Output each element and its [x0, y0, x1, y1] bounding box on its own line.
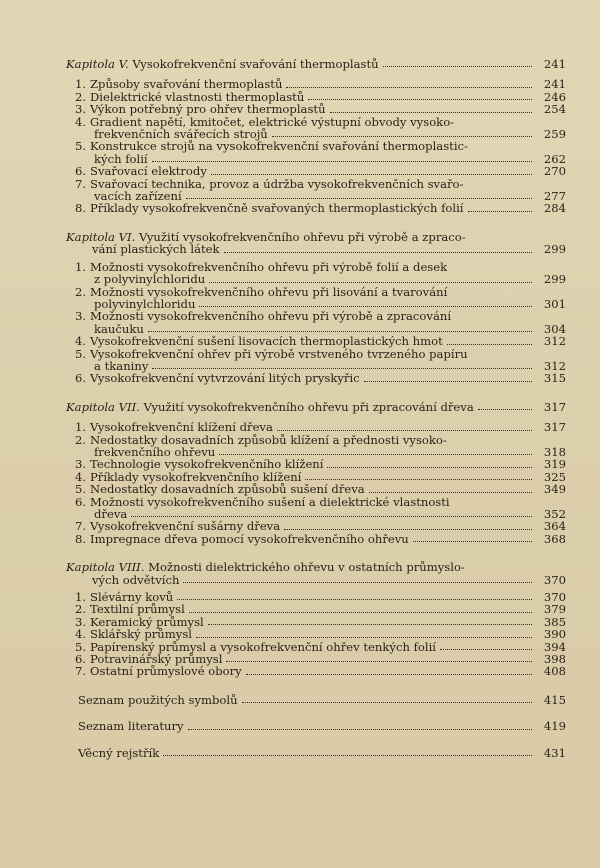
toc-entry: [66, 335, 566, 347]
page-number: 304: [543, 321, 566, 336]
entry-text: Nedostatky dosavadních způsobů klížení a přednosti vysoko-: [90, 432, 447, 447]
dot-leader: [383, 65, 532, 67]
dot-leader: [364, 380, 532, 382]
entry-body: [90, 310, 566, 335]
entry-text: Technologie vysokofrekvenčního klížení: [90, 457, 324, 472]
entry-text: Vysokofrekvenční ohřev při výrobě vrstveného tvrzeného papíru: [90, 346, 468, 361]
dot-leader: [413, 540, 532, 542]
entry-number: 2.: [74, 284, 86, 299]
toc-entry: [66, 348, 566, 373]
entry-text: Keramický průmysl: [90, 614, 204, 629]
entry-number: 6.: [74, 494, 86, 509]
dot-leader: [226, 660, 532, 662]
entry-line: [90, 628, 566, 640]
entry-body: [90, 202, 566, 214]
entry-number: 4.: [74, 469, 86, 484]
entry-body: [90, 116, 566, 141]
chapter-heading-line: [66, 574, 566, 586]
entry-line: [90, 310, 566, 322]
entry-number: 1.: [74, 259, 86, 274]
toc-entry: [66, 103, 566, 115]
page-number: 317: [543, 399, 566, 414]
page-number: 319: [543, 457, 566, 472]
entry-number: 5.: [74, 482, 86, 497]
end-entry: [66, 747, 566, 759]
page-number: 349: [543, 482, 566, 497]
end-entry-text: Seznam použitých symbolů: [78, 692, 238, 707]
dot-leader: [440, 648, 532, 650]
entry-text: Příklady vysokofrekvenčního klížení: [90, 469, 302, 484]
dot-leader: [242, 701, 532, 703]
entry-body: [90, 458, 566, 470]
page-number: 315: [543, 371, 566, 386]
chapter-block: [66, 58, 566, 215]
spacer: [66, 385, 566, 401]
entry-number: 2.: [74, 602, 86, 617]
dot-leader: [188, 728, 532, 730]
entry-text: Impregnace dřeva pomocí vysokofrekvenčního ohřevu: [90, 531, 409, 546]
dot-leader: [189, 611, 532, 613]
dot-leader: [209, 281, 532, 283]
page-number: 368: [543, 531, 566, 546]
toc-entry: [66, 533, 566, 545]
entry-line: [90, 202, 566, 214]
dot-leader: [199, 305, 532, 307]
entry-body: [90, 335, 566, 347]
entry-text: Konstrukce strojů na vysokofrekvenční svařování thermoplastic-: [90, 139, 468, 154]
toc-entry: [66, 520, 566, 532]
chapter-heading-line: [66, 58, 566, 70]
chapter-block: [66, 401, 566, 545]
toc-entry: [66, 116, 566, 141]
entry-line: [90, 348, 566, 360]
entry-body: [90, 603, 566, 615]
entry-text: kých folií: [94, 151, 148, 166]
page-number: 270: [543, 164, 566, 179]
spacer: [66, 733, 566, 747]
entry-text: kaučuku: [94, 321, 144, 336]
entry-line: [90, 483, 566, 495]
entry-number: 3.: [74, 614, 86, 629]
entry-text: Způsoby svařování thermoplastů: [90, 77, 283, 92]
entry-text: Papírenský průmysl a vysokofrekvenční ohřev tenkých folií: [90, 639, 436, 654]
entry-line: [90, 140, 566, 152]
entry-text: Svařovací technika, provoz a údržba vysokofrekvenčních svařo-: [90, 176, 464, 191]
entry-number: 8.: [74, 531, 86, 546]
entry-text: Potravinářský průmysl: [90, 652, 223, 667]
dot-leader: [330, 111, 532, 113]
toc-entry: [66, 286, 566, 311]
entry-number: 5.: [74, 346, 86, 361]
page-number: 241: [543, 57, 566, 71]
page-number: 370: [543, 590, 566, 605]
dot-leader: [478, 408, 532, 410]
entry-body: [90, 434, 566, 459]
entry-body: [90, 140, 566, 165]
entry-body: [90, 78, 566, 90]
dot-leader: [305, 478, 532, 480]
entry-text: Sklářský průmysl: [90, 627, 192, 642]
dot-leader: [468, 210, 532, 212]
entry-line: [90, 665, 566, 677]
entry-text: Možnosti vysokofrekvenčního ohřevu při lisování a tvarování: [90, 284, 448, 299]
entry-number: 8.: [74, 201, 86, 216]
dot-leader: [131, 515, 532, 517]
page-number: 379: [543, 602, 566, 617]
entry-line: [90, 273, 566, 285]
dot-leader: [208, 623, 532, 625]
page-number: 262: [543, 151, 566, 166]
toc-entry: [66, 483, 566, 495]
entry-number: 5.: [74, 139, 86, 154]
page-number: 419: [543, 719, 566, 734]
table-of-contents: [66, 58, 566, 759]
entry-body: [90, 165, 566, 177]
entry-text: z polyvinylchloridu: [94, 272, 206, 287]
spacer: [66, 215, 566, 231]
toc-entry: [66, 372, 566, 384]
entry-number: 3.: [74, 309, 86, 324]
entry-text: Slévárny kovů: [90, 590, 174, 605]
entry-text: Možnosti vysokofrekvenčního ohřevu při výrobě a zpracování: [90, 309, 452, 324]
entry-line: [90, 335, 566, 347]
toc-entry: [66, 178, 566, 203]
chapter-label: Kapitola VII.: [66, 399, 140, 414]
page-number: 352: [543, 507, 566, 521]
chapter-label: Kapitola VI.: [66, 229, 136, 244]
chapter-block: [66, 561, 566, 678]
entry-line: [90, 372, 566, 384]
spacer: [66, 706, 566, 720]
entry-text: Příklady vysokofrekvenčně svařovaných thermoplastických folií: [90, 201, 464, 216]
toc-entry: [66, 261, 566, 286]
dot-leader: [308, 98, 532, 100]
toc-entry: [66, 628, 566, 640]
dot-leader: [224, 251, 532, 253]
page-number: 254: [543, 102, 566, 117]
entry-body: [90, 483, 566, 495]
entry-number: 1.: [74, 590, 86, 605]
toc-entry: [66, 603, 566, 615]
chapter-heading-line: [66, 401, 566, 413]
toc-entry: [66, 496, 566, 521]
entry-number: 1.: [74, 420, 86, 435]
entry-number: 6.: [74, 371, 86, 386]
dot-leader: [284, 528, 532, 530]
dot-leader: [186, 197, 532, 199]
entry-body: [90, 421, 566, 433]
dot-leader: [327, 466, 532, 468]
entry-body: [90, 628, 566, 640]
entry-number: 1.: [74, 77, 86, 92]
chapter-heading-text: Kapitola VIII. Možnosti dielektrického ohřevu v ostatních průmyslo-: [66, 560, 465, 575]
entry-text: Gradient napětí, kmitočet, elektrické výstupní obvody vysoko-: [90, 114, 455, 129]
entry-text: a tkaniny: [94, 358, 149, 373]
dot-leader: [369, 491, 532, 493]
toc-entry: [66, 421, 566, 433]
entry-line: [90, 421, 566, 433]
dot-leader: [277, 429, 532, 431]
page-number: 301: [543, 296, 566, 311]
dot-leader: [272, 135, 532, 137]
dot-leader: [246, 673, 532, 675]
entry-text: Vysokofrekvenční sušení lisovacích thermoplastických hmot: [90, 334, 443, 349]
entry-body: [90, 286, 566, 311]
entry-body: [90, 261, 566, 286]
entry-text: Nedostatky dosavadních způsobů sušení dřeva: [90, 482, 365, 497]
spacer: [66, 678, 566, 694]
entry-number: 3.: [74, 457, 86, 472]
end-entry-text: Seznam literatury: [78, 719, 184, 734]
entry-body: [90, 178, 566, 203]
entry-body: [90, 496, 566, 521]
toc-entry: [66, 202, 566, 214]
end-entry: [66, 694, 566, 706]
chapter-heading-line: [66, 561, 566, 573]
entry-line: [90, 533, 566, 545]
chapter-heading-text: Kapitola V. Vysokofrekvenční svařování thermoplastů: [66, 57, 379, 71]
entry-number: 2.: [74, 89, 86, 104]
entry-number: 6.: [74, 164, 86, 179]
chapter-label: Kapitola V.: [66, 57, 129, 71]
toc-entry: [66, 78, 566, 90]
dot-leader: [196, 636, 532, 638]
page-number: 415: [543, 692, 566, 707]
entry-text: Výkon potřebný pro ohřev thermoplastů: [90, 102, 326, 117]
toc-entry: [66, 665, 566, 677]
page-number: 317: [543, 420, 566, 435]
entry-text: polyvinylchloridu: [94, 296, 196, 311]
chapter-heading-line: [66, 243, 566, 255]
end-entry: [66, 720, 566, 732]
page-number: 385: [543, 614, 566, 629]
entry-text: Vysokofrekvenční sušárny dřeva: [90, 519, 281, 534]
page-number: 364: [543, 519, 566, 534]
entry-text: Možnosti vysokofrekvenčního ohřevu při výrobě folií a desek: [90, 259, 448, 274]
entry-text: Ostatní průmyslové obory: [90, 664, 242, 679]
chapter-block: [66, 231, 566, 385]
entry-number: 4.: [74, 627, 86, 642]
page-number: 312: [543, 334, 566, 349]
dot-leader: [219, 453, 532, 455]
page-number: 277: [543, 189, 566, 204]
dot-leader: [152, 160, 532, 162]
entry-text: frekvenčního ohřevu: [94, 444, 216, 459]
entry-text: frekvenčních svářecích strojů: [94, 127, 268, 142]
entry-line: [90, 165, 566, 177]
page-number: 318: [543, 444, 566, 459]
entry-text: Vysokofrekvenční klížení dřeva: [90, 420, 273, 435]
toc-entry: [66, 458, 566, 470]
entry-number: 7.: [74, 176, 86, 191]
entry-line: [90, 496, 566, 508]
chapter-heading-text: Kapitola VII. Využití vysokofrekvenčního ohřevu při zpracování dřeva: [66, 399, 474, 414]
toc-entry: [66, 434, 566, 459]
entry-line: [90, 458, 566, 470]
entry-number: 4.: [74, 114, 86, 129]
dot-leader: [211, 173, 532, 175]
entry-text: Vysokofrekvenční vytvrzování litých pryskyřic: [90, 371, 360, 386]
entry-body: [90, 372, 566, 384]
entry-line: [90, 103, 566, 115]
entry-text: vacích zařízení: [94, 189, 182, 204]
entry-text: Svařovací elektrody: [90, 164, 207, 179]
spacer: [66, 545, 566, 561]
page-number: 398: [543, 652, 566, 667]
entry-number: 6.: [74, 652, 86, 667]
entry-line: [90, 78, 566, 90]
dot-leader: [163, 754, 532, 756]
end-entry-text: Věcný rejstřík: [78, 745, 160, 760]
entry-body: [90, 665, 566, 677]
page-number: 259: [543, 127, 566, 142]
chapter-heading-text: Kapitola VI. Využití vysokofrekvenčního ohřevu při výrobě a zpraco-: [66, 229, 466, 244]
dot-leader: [447, 343, 532, 345]
entry-body: [90, 348, 566, 373]
entry-text: Textilní průmysl: [90, 602, 185, 617]
dot-leader: [286, 86, 532, 88]
page-number: 390: [543, 627, 566, 642]
chapter-heading-text: vých odvětvích: [92, 572, 180, 587]
page-number: 394: [543, 639, 566, 654]
chapter-label: Kapitola VIII.: [66, 560, 145, 575]
entry-number: 7.: [74, 664, 86, 679]
entry-number: 2.: [74, 432, 86, 447]
page-number: 408: [543, 664, 566, 679]
entry-text: Možnosti vysokofrekvenčního sušení a dielektrické vlastnosti: [90, 494, 450, 509]
page-number: 370: [543, 572, 566, 587]
dot-leader: [152, 367, 532, 369]
page-number: 325: [543, 469, 566, 484]
page-number: 241: [543, 77, 566, 92]
entry-number: 5.: [74, 639, 86, 654]
entry-text: dřeva: [94, 507, 128, 521]
toc-entry: [66, 165, 566, 177]
entry-body: [90, 103, 566, 115]
entry-number: 7.: [74, 519, 86, 534]
toc-entry: [66, 310, 566, 335]
entry-body: [90, 533, 566, 545]
chapter-heading-text: vání plastických látek: [92, 242, 220, 257]
entry-number: 3.: [74, 102, 86, 117]
page-number: 246: [543, 89, 566, 104]
page-number: 312: [543, 358, 566, 373]
entry-line: [90, 520, 566, 532]
page-number: 299: [543, 272, 566, 287]
entry-body: [90, 520, 566, 532]
dot-leader: [177, 598, 532, 600]
page-number: 284: [543, 201, 566, 216]
dot-leader: [148, 330, 532, 332]
page-number: 299: [543, 242, 566, 257]
entry-number: 4.: [74, 334, 86, 349]
entry-text: Dielektrické vlastnosti thermoplastů: [90, 89, 305, 104]
page-number: 431: [543, 745, 566, 760]
entry-line: [90, 603, 566, 615]
dot-leader: [183, 581, 532, 583]
toc-entry: [66, 140, 566, 165]
